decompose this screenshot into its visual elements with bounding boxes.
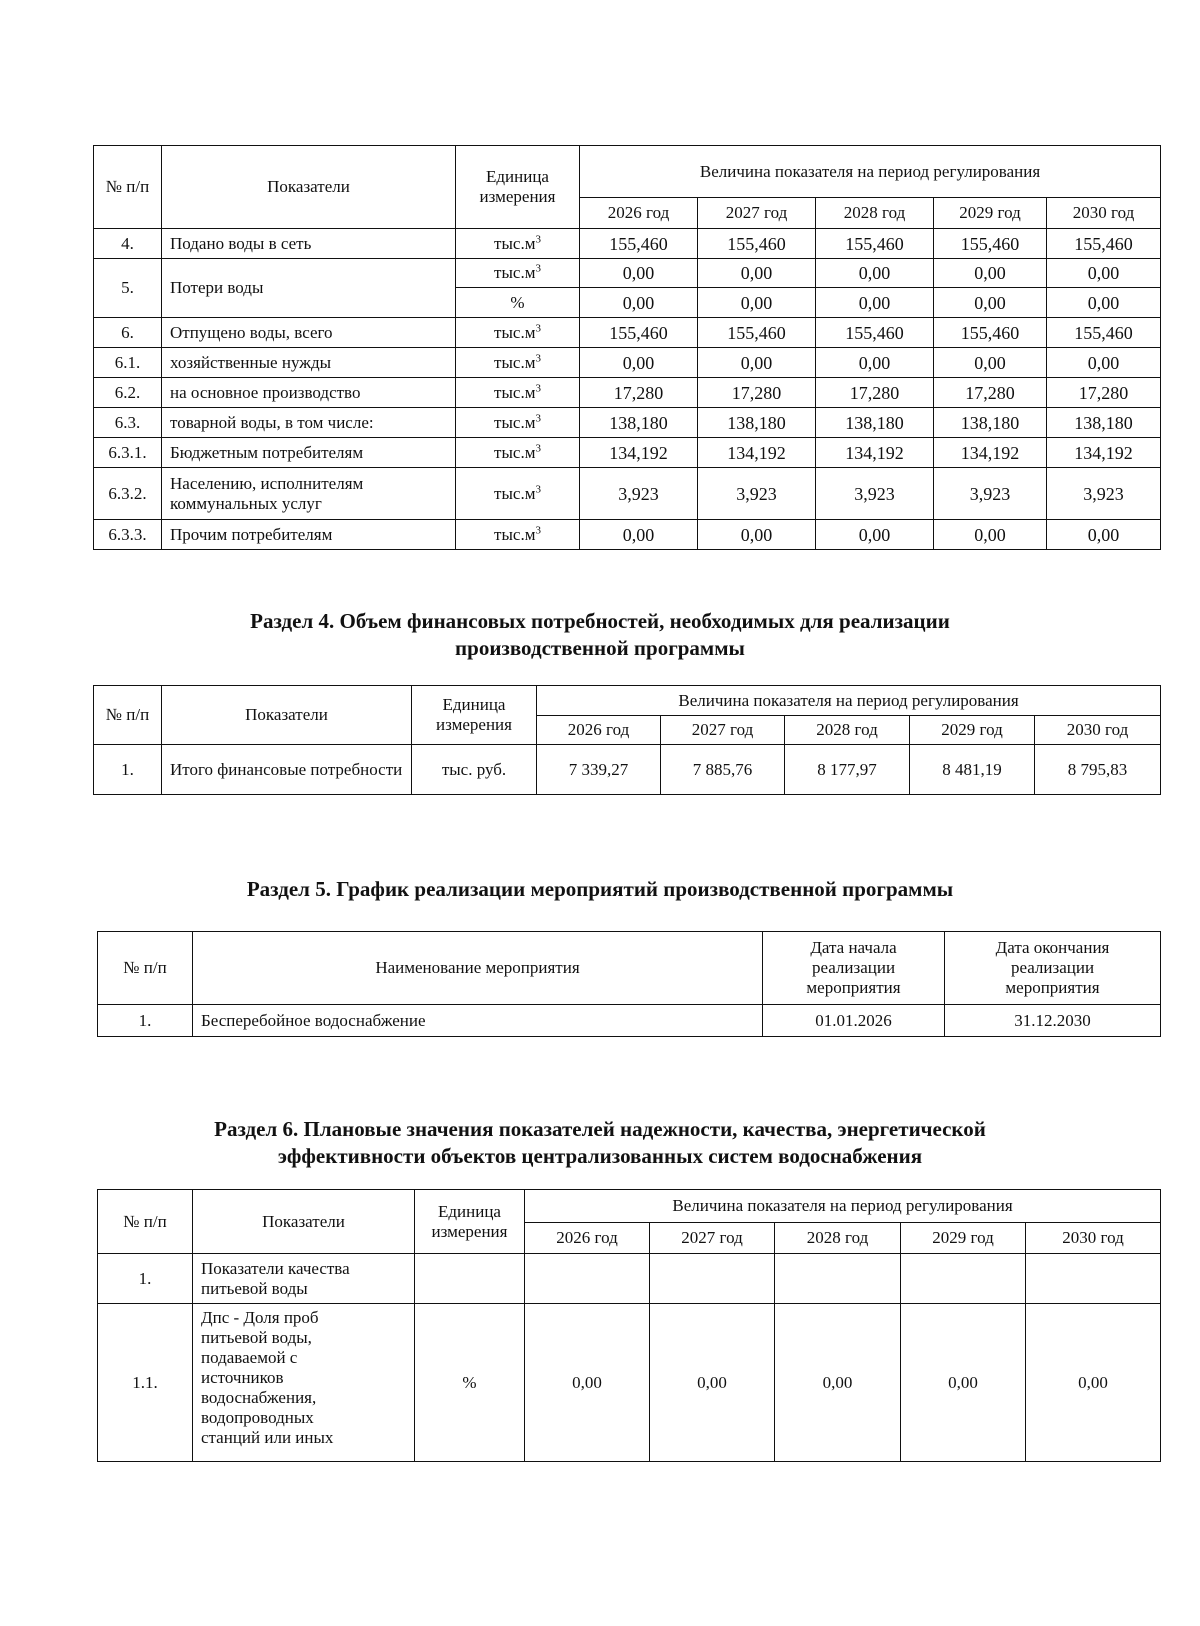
row-value: 3,923	[580, 468, 698, 520]
row-value: 0,00	[1047, 259, 1161, 288]
row-value: 134,192	[1047, 438, 1161, 468]
row-value: 0,00	[934, 520, 1047, 550]
row-num: 5.	[94, 259, 162, 318]
row-value: 134,192	[934, 438, 1047, 468]
row-unit: $тыс.м^3$	[456, 378, 580, 408]
row-unit: %	[456, 288, 580, 318]
row-value: 3,923	[816, 468, 934, 520]
table-row	[94, 318, 1161, 348]
row-name: хозяйственные нужды	[162, 348, 456, 378]
schedule-table	[97, 931, 1161, 1037]
row-value: 155,460	[698, 318, 816, 348]
row-value: 155,460	[816, 318, 934, 348]
row-value: 138,180	[934, 408, 1047, 438]
header-year: 2029 год	[934, 198, 1047, 229]
row-value: 155,460	[1047, 318, 1161, 348]
row-unit: тыс. руб.	[412, 745, 537, 795]
row-value: 0,00	[698, 348, 816, 378]
row-num: 6.3.3.	[94, 520, 162, 550]
table-row	[98, 1005, 1161, 1037]
row-start-date: 01.01.2026	[763, 1005, 945, 1037]
row-value: 155,460	[934, 229, 1047, 259]
row-value: 0,00	[525, 1304, 650, 1462]
row-unit: $тыс.м^3$	[456, 520, 580, 550]
row-value: 0,00	[698, 288, 816, 318]
row-value: 138,180	[816, 408, 934, 438]
header-indicator: Показатели	[162, 146, 456, 229]
row-name: на основное производство	[162, 378, 456, 408]
row-value: 0,00	[934, 288, 1047, 318]
row-name: Потери воды	[162, 259, 456, 318]
row-value: 0,00	[698, 520, 816, 550]
row-value: 0,00	[1047, 348, 1161, 378]
row-value: 0,00	[580, 288, 698, 318]
row-value: 134,192	[698, 438, 816, 468]
row-value	[775, 1254, 901, 1304]
header-year: 2028 год	[816, 198, 934, 229]
row-num: 1.	[98, 1005, 193, 1037]
row-unit: $тыс.м^3$	[456, 318, 580, 348]
header-year: 2030 год	[1035, 716, 1161, 745]
row-value	[1026, 1254, 1161, 1304]
row-value: 0,00	[580, 348, 698, 378]
header-year: 2030 год	[1026, 1223, 1161, 1254]
row-unit: $тыс.м^3$	[456, 468, 580, 520]
header-year: 2026 год	[537, 716, 661, 745]
row-value: 134,192	[816, 438, 934, 468]
row-end-date: 31.12.2030	[945, 1005, 1161, 1037]
row-unit: %	[415, 1304, 525, 1462]
section4-title: Раздел 4. Объем финансовых потребностей, необходимых для реализации производственной программы	[250, 609, 950, 660]
header-year: 2027 год	[698, 198, 816, 229]
row-num: 4.	[94, 229, 162, 259]
row-value: 0,00	[580, 259, 698, 288]
row-value: 17,280	[698, 378, 816, 408]
header-num: № п/п	[94, 686, 162, 745]
row-value: 155,460	[1047, 229, 1161, 259]
row-value: 0,00	[580, 520, 698, 550]
header-name: Наименование мероприятия	[193, 932, 763, 1005]
header-end: Дата окончания реализации мероприятия	[945, 932, 1161, 1005]
table-row	[94, 745, 1161, 795]
reliability-indicators-table	[97, 1189, 1161, 1462]
row-unit	[415, 1254, 525, 1304]
row-value: 155,460	[934, 318, 1047, 348]
table-row	[94, 378, 1161, 408]
row-value: 0,00	[698, 259, 816, 288]
row-value: 0,00	[816, 259, 934, 288]
header-value-group: Величина показателя на период регулирования	[525, 1190, 1161, 1223]
section6-title: Раздел 6. Плановые значения показателей надежности, качества, энергетической эффективности объектов централизованных систем водоснабжения	[214, 1117, 986, 1168]
table-row	[94, 438, 1161, 468]
header-indicator: Показатели	[162, 686, 412, 745]
row-unit: $тыс.м^3$	[456, 438, 580, 468]
row-value: 0,00	[1047, 288, 1161, 318]
row-value: 138,180	[698, 408, 816, 438]
row-value: 8 481,19	[910, 745, 1035, 795]
row-value: 0,00	[816, 348, 934, 378]
row-value: 0,00	[650, 1304, 775, 1462]
row-value: 17,280	[1047, 378, 1161, 408]
row-num: 6.2.	[94, 378, 162, 408]
header-year: 2028 год	[785, 716, 910, 745]
row-value	[901, 1254, 1026, 1304]
table-row	[94, 520, 1161, 550]
row-value: 155,460	[698, 229, 816, 259]
row-value: 0,00	[934, 348, 1047, 378]
row-unit: $тыс.м^3$	[456, 229, 580, 259]
water-balance-table	[93, 145, 1161, 550]
header-unit: Единица измерения	[415, 1190, 525, 1254]
row-name: Прочим потребителям	[162, 520, 456, 550]
row-value: 0,00	[934, 259, 1047, 288]
header-indicator: Показатели	[193, 1190, 415, 1254]
table-row	[94, 408, 1161, 438]
row-num: 6.3.	[94, 408, 162, 438]
table-row	[94, 468, 1161, 520]
table-row	[94, 229, 1161, 259]
header-num: № п/п	[98, 1190, 193, 1254]
header-year: 2030 год	[1047, 198, 1161, 229]
row-value: 0,00	[1047, 520, 1161, 550]
row-name: Дпс - Доля проб питьевой воды, подаваемой с источников водоснабжения, водопроводных станций или иных	[193, 1304, 415, 1462]
row-value: 7 885,76	[661, 745, 785, 795]
row-num: 1.	[98, 1254, 193, 1304]
table-row	[94, 259, 1161, 288]
row-value: 155,460	[580, 229, 698, 259]
row-num: 6.3.2.	[94, 468, 162, 520]
row-name: Показатели качества питьевой воды	[193, 1254, 415, 1304]
table-row	[94, 348, 1161, 378]
row-name: Бесперебойное водоснабжение	[193, 1005, 763, 1037]
header-year: 2027 год	[661, 716, 785, 745]
header-unit: Единица измерения	[412, 686, 537, 745]
header-year: 2026 год	[525, 1223, 650, 1254]
header-unit: Единица измерения	[456, 146, 580, 229]
header-num: № п/п	[94, 146, 162, 229]
row-value: 0,00	[816, 520, 934, 550]
header-year: 2026 год	[580, 198, 698, 229]
row-num: 6.1.	[94, 348, 162, 378]
row-value: 0,00	[1026, 1304, 1161, 1462]
row-value	[525, 1254, 650, 1304]
row-num: 6.	[94, 318, 162, 348]
row-name: Бюджетным потребителям	[162, 438, 456, 468]
row-value: 8 795,83	[1035, 745, 1161, 795]
row-value: 134,192	[580, 438, 698, 468]
row-value: 155,460	[816, 229, 934, 259]
header-year: 2029 год	[910, 716, 1035, 745]
row-value: 138,180	[580, 408, 698, 438]
row-name: Подано воды в сеть	[162, 229, 456, 259]
row-unit: $тыс.м^3$	[456, 259, 580, 288]
row-value: 3,923	[934, 468, 1047, 520]
row-value: 138,180	[1047, 408, 1161, 438]
header-value-group: Величина показателя на период регулирования	[580, 146, 1161, 198]
header-year: 2028 год	[775, 1223, 901, 1254]
row-value: 17,280	[934, 378, 1047, 408]
header-year: 2029 год	[901, 1223, 1026, 1254]
financial-needs-table	[93, 685, 1161, 795]
table-row	[98, 1254, 1161, 1304]
section5-title: Раздел 5. График реализации мероприятий производственной программы	[246, 877, 954, 901]
row-num: 6.3.1.	[94, 438, 162, 468]
row-value: 17,280	[580, 378, 698, 408]
row-unit: $тыс.м^3$	[456, 408, 580, 438]
row-name: Итого финансовые потребности	[162, 745, 412, 795]
row-value: 8 177,97	[785, 745, 910, 795]
table-row	[98, 1304, 1161, 1462]
row-value: 0,00	[775, 1304, 901, 1462]
row-value: 155,460	[580, 318, 698, 348]
row-value: 0,00	[901, 1304, 1026, 1462]
row-value: 3,923	[1047, 468, 1161, 520]
row-name: Отпущено воды, всего	[162, 318, 456, 348]
row-value: 17,280	[816, 378, 934, 408]
row-value: 0,00	[816, 288, 934, 318]
row-name: товарной воды, в том числе:	[162, 408, 456, 438]
row-value	[650, 1254, 775, 1304]
header-year: 2027 год	[650, 1223, 775, 1254]
row-num: 1.1.	[98, 1304, 193, 1462]
row-name: Населению, исполнителям коммунальных услуг	[162, 468, 456, 520]
row-value: 3,923	[698, 468, 816, 520]
header-value-group: Величина показателя на период регулирования	[537, 686, 1161, 716]
header-start: Дата начала реализации мероприятия	[763, 932, 945, 1005]
row-num: 1.	[94, 745, 162, 795]
row-value: 7 339,27	[537, 745, 661, 795]
header-num: № п/п	[98, 932, 193, 1005]
row-unit: $тыс.м^3$	[456, 348, 580, 378]
